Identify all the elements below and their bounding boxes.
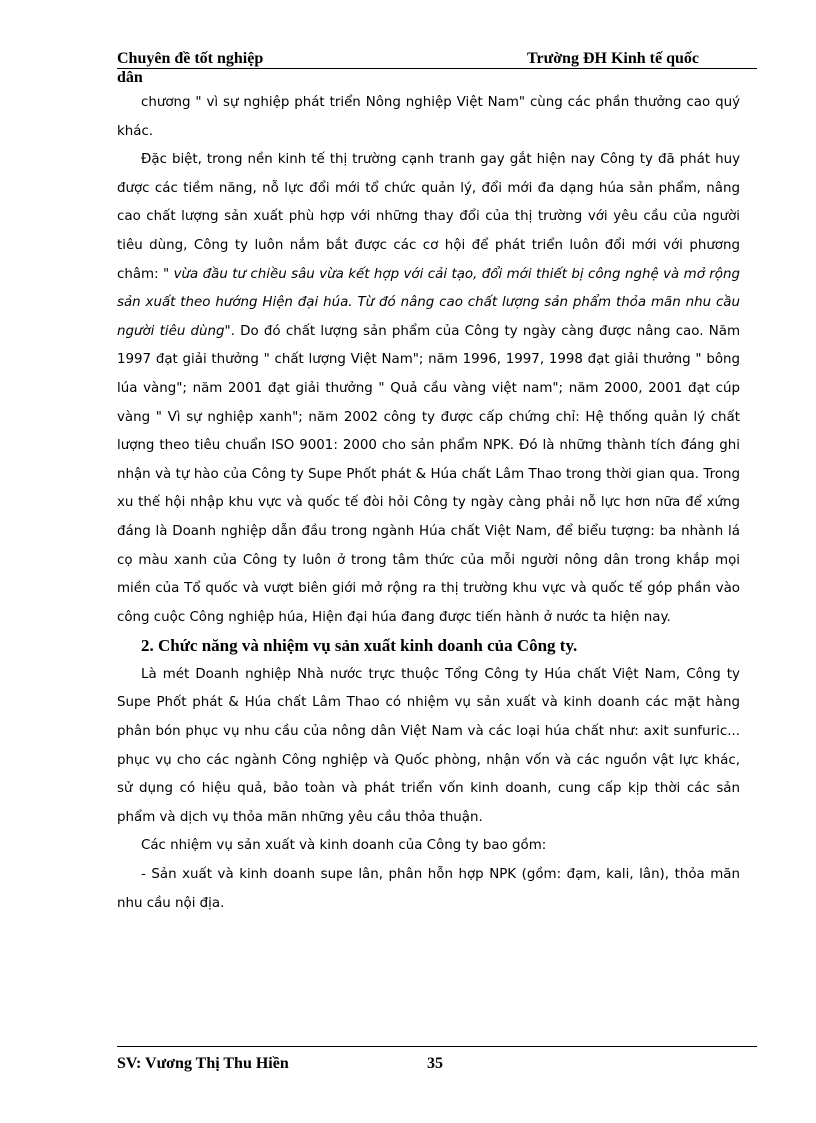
- header-school-wrap: dân: [117, 69, 143, 86]
- header-rule: [117, 68, 757, 69]
- paragraph-2-italic-quote: vừa đầu tư chiều sâu vừa kết hợp với cải tạo, đổi mới thiết bị công nghệ và mở rộng sản xuất theo hướng Hiện đại húa. Từ đó nâng cao chất lượng sản phẩm thỏa mãn nhu cầu người tiêu dùng: [117, 266, 740, 339]
- page-number: 35: [427, 1055, 443, 1072]
- document-body: [117, 89, 740, 918]
- paragraph-3: Là mét Doanh nghiệp Nhà nước trực thuộc Tổng Công ty Húa chất Việt Nam, Công ty Supe Phốt phát & Húa chất Lâm Thao có nhiệm vụ sản xuất và kinh doanh các mặt hàng phân bón phục vụ nhu cầu của nông dân Việt Nam và các loại húa chất như: axit sunfuric... phục vụ cho các ngành Công nghiệp và Quốc phòng, nhận vốn và các nguồn vật lực khác, sử dụng có hiệu quả, bảo toàn và phát triển vốn kinh doanh, cung cấp kịp thời các sản phẩm và dịch vụ thỏa mãn những yêu cầu thỏa thuận.: [117, 666, 740, 825]
- paragraph-4: Các nhiệm vụ sản xuất và kinh doanh của Công ty bao gồm:: [141, 838, 547, 854]
- paragraph-2-part-b: ". Do đó chất lượng sản phẩm của Công ty ngày càng được nâng cao. Năm 1997 đạt giải thưởng " chất lượng Việt Nam"; năm 1996, 1997, 1998 đạt giải thưởng " bông lúa vàng"; năm 2001 đạt giải thưởng " Quả cầu vàng việt nam"; năm 2000, 2001 đạt cúp vàng " Vì sự nghiệp xanh"; năm 2002 công ty được cấp chứng chỉ: Hệ thống quản lý chất lượng theo tiêu chuẩn ISO 9001: 2000 cho sản phẩm NPK. Đó là những thành tích đáng ghi nhận và tự hào của Công ty Supe Phốt phát & Húa chất Lâm Thao trong thời gian qua. Trong xu thế hội nhập khu vực và quốc tế đòi hỏi Công ty ngày càng phải nỗ lực hơn nữa để xứng đáng là Doanh nghiệp dẫn đầu trong ngành Húa chất Việt Nam, để biểu tượng: ba nhành lá cọ màu xanh của Công ty luôn ở trong tâm thức của mỗi người nông dân trong khắp mọi miền của Tổ quốc và vượt biên giới mở rộng ra thị trường khu vực và quốc tế góp phần vào công cuộc Công nghiệp húa, Hiện đại húa đang được tiến hành ở nước ta hiện nay.: [117, 323, 740, 625]
- header-school: Trường ĐH Kinh tế quốc: [527, 50, 699, 67]
- footer-author: SV: Vương Thị Thu Hiền: [117, 1055, 289, 1072]
- paragraph-1: chương " vì sự nghiệp phát triển Nông nghiệp Việt Nam" cùng các phần thưởng cao quý khác.: [117, 95, 740, 139]
- footer-rule: [117, 1046, 757, 1047]
- paragraph-2-part-a: Đặc biệt, trong nền kinh tế thị trường cạnh tranh gay gắt hiện nay Công ty đã phát huy được các tiềm năng, nỗ lực đổi mới tổ chức quản lý, đổi mới đa dạng húa sản phẩm, nâng cao chất lượng sản xuất phù hợp với những thay đổi của thị trường với yêu cầu của người tiêu dùng, Công ty luôn nắm bắt được các cơ hội để phát triển luôn đổi mới với phương châm: ": [117, 152, 740, 282]
- section-heading: 2. Chức năng và nhiệm vụ sản xuất kinh doanh của Công ty.: [141, 636, 578, 656]
- paragraph-2: [117, 146, 740, 632]
- paragraph-5: - Sản xuất và kinh doanh supe lân, phân hỗn hợp NPK (gồm: đạm, kali, lân), thỏa mãn nhu cầu nội địa.: [117, 867, 740, 911]
- header-title: Chuyên đề tốt nghiệp: [117, 50, 264, 67]
